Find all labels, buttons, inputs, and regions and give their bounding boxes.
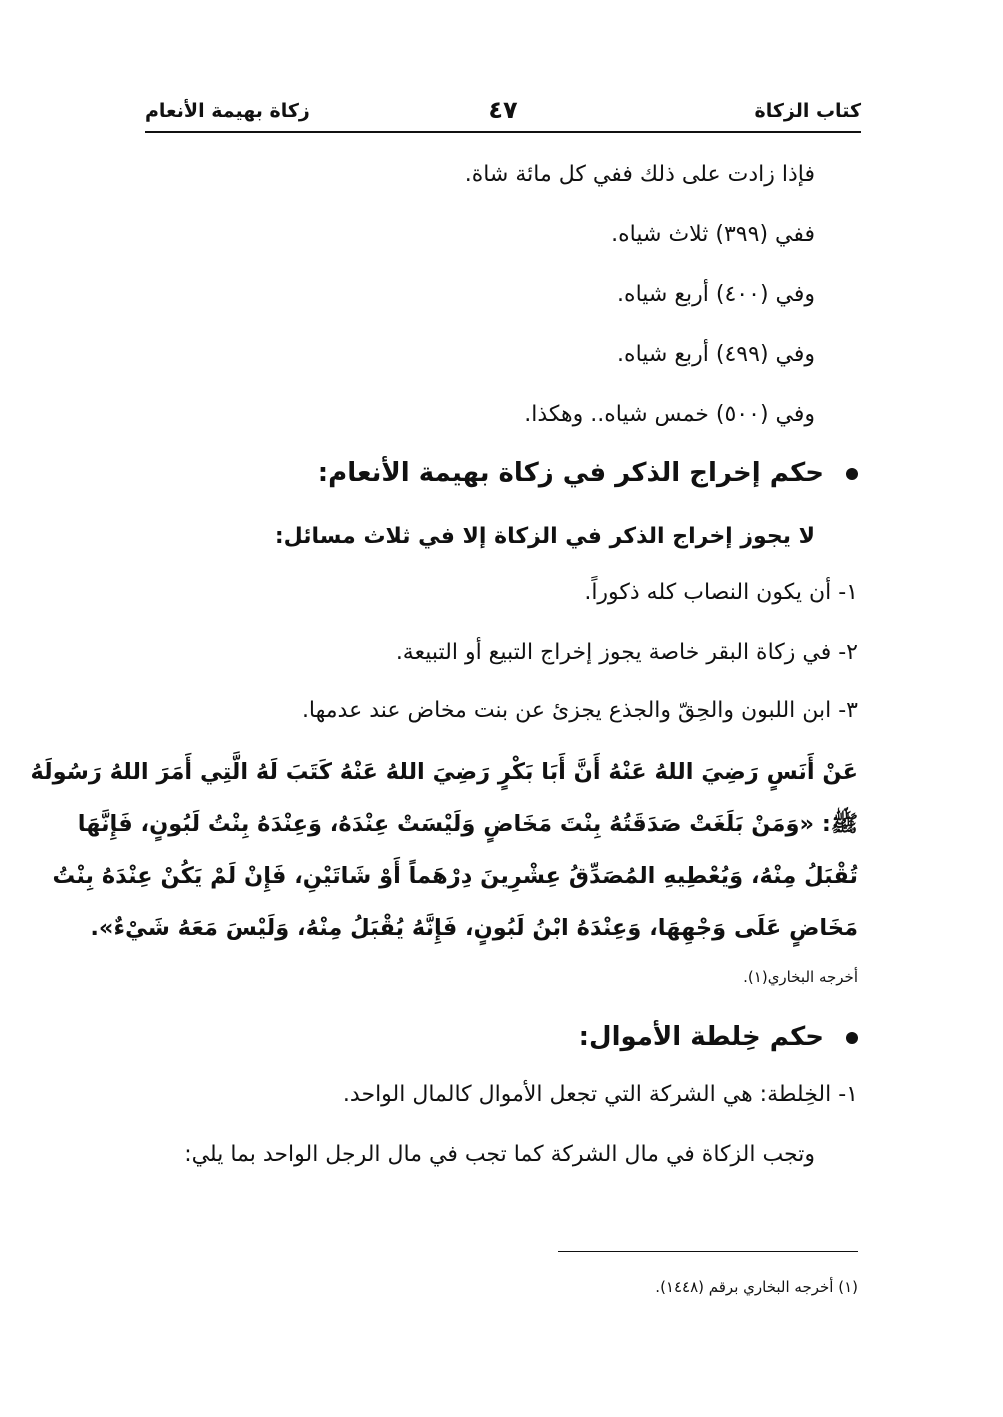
hadith-block: [30, 746, 858, 954]
section-heading-text: حكم إخراج الذكر في زكاة بهيمة الأنعام:: [317, 458, 824, 488]
hadith-line: عَنْ أَنَسٍ رَضِيَ اللهُ عَنْهُ أَنَّ أَبَا بَكْرٍ رَضِيَ اللهُ عَنْهُ كَتَبَ لَهُ الَّتِي أَمَرَ اللهُ رَسُولَهُ: [30, 759, 858, 785]
footnote-divider: [558, 1251, 858, 1252]
header-book-title: كتاب الزكاة: [754, 100, 861, 122]
hadith-line: ﷺ: «وَمَنْ بَلَغَتْ صَدَقَتُهُ بِنْتَ مَخَاضٍ وَلَيْسَتْ عِنْدَهُ، وَعِنْدَهُ بِنْتُ لَبُونٍ، فَإِنَّهَا: [77, 811, 858, 837]
hadith-line: تُقْبَلُ مِنْهُ، وَيُعْطِيهِ المُصَدِّقُ عِشْرِينَ دِرْهَماً أَوْ شَاتَيْنِ، فَإِنْ لَمْ يَكُنْ عِنْدَهُ بِنْتُ: [52, 863, 858, 889]
section-heading: [318, 458, 858, 488]
list-item: ١- الخِلطة: هي الشركة التي تجعل الأموال كالمال الواحد.: [342, 1082, 858, 1107]
bullet-icon: [846, 468, 858, 480]
section-heading-text: حكم خِلطة الأموال:: [578, 1022, 824, 1052]
hadith-line: مَخَاضٍ عَلَى وَجْهِهَا، وَعِنْدَهُ ابْنُ لَبُونٍ، فَإِنَّهُ يُقْبَلُ مِنْهُ، وَلَيْسَ مَعَهُ شَيْءٌ».: [90, 915, 858, 941]
footnote: (١) أخرجه البخاري برقم (١٤٤٨).: [655, 1278, 858, 1296]
bullet-icon: [846, 1032, 858, 1044]
text-line: فإذا زادت على ذلك ففي كل مائة شاة.: [464, 162, 815, 187]
subheading: لا يجوز إخراج الذكر في الزكاة إلا في ثلاث مسائل:: [274, 524, 815, 549]
list-item: ١- أن يكون النصاب كله ذكوراً.: [584, 580, 858, 605]
text-line: ففي (٣٩٩) ثلاث شياه.: [611, 222, 815, 247]
list-item: ٢- في زكاة البقر خاصة يجوز إخراج التبيع أو التبيعة.: [395, 640, 858, 665]
page-number: ٤٧: [488, 96, 518, 124]
list-item: ٣- ابن اللبون والحِقّ والجذع يجزئ عن بنت مخاض عند عدمها.: [301, 698, 858, 723]
text-line: وفي (٥٠٠) خمس شياه.. وهكذا.: [524, 402, 815, 427]
hadith-source: أخرجه البخاري(١).: [743, 968, 858, 986]
text-line: وتجب الزكاة في مال الشركة كما تجب في مال الرجل الواحد بما يلي:: [184, 1142, 815, 1167]
text-line: وفي (٤٩٩) أربع شياه.: [617, 342, 815, 367]
header-divider: [145, 131, 861, 133]
section-heading: [579, 1022, 858, 1052]
header-chapter-title: زكاة بهيمة الأنعام: [145, 100, 310, 122]
running-header: [145, 96, 861, 132]
text-line: وفي (٤٠٠) أربع شياه.: [617, 282, 815, 307]
